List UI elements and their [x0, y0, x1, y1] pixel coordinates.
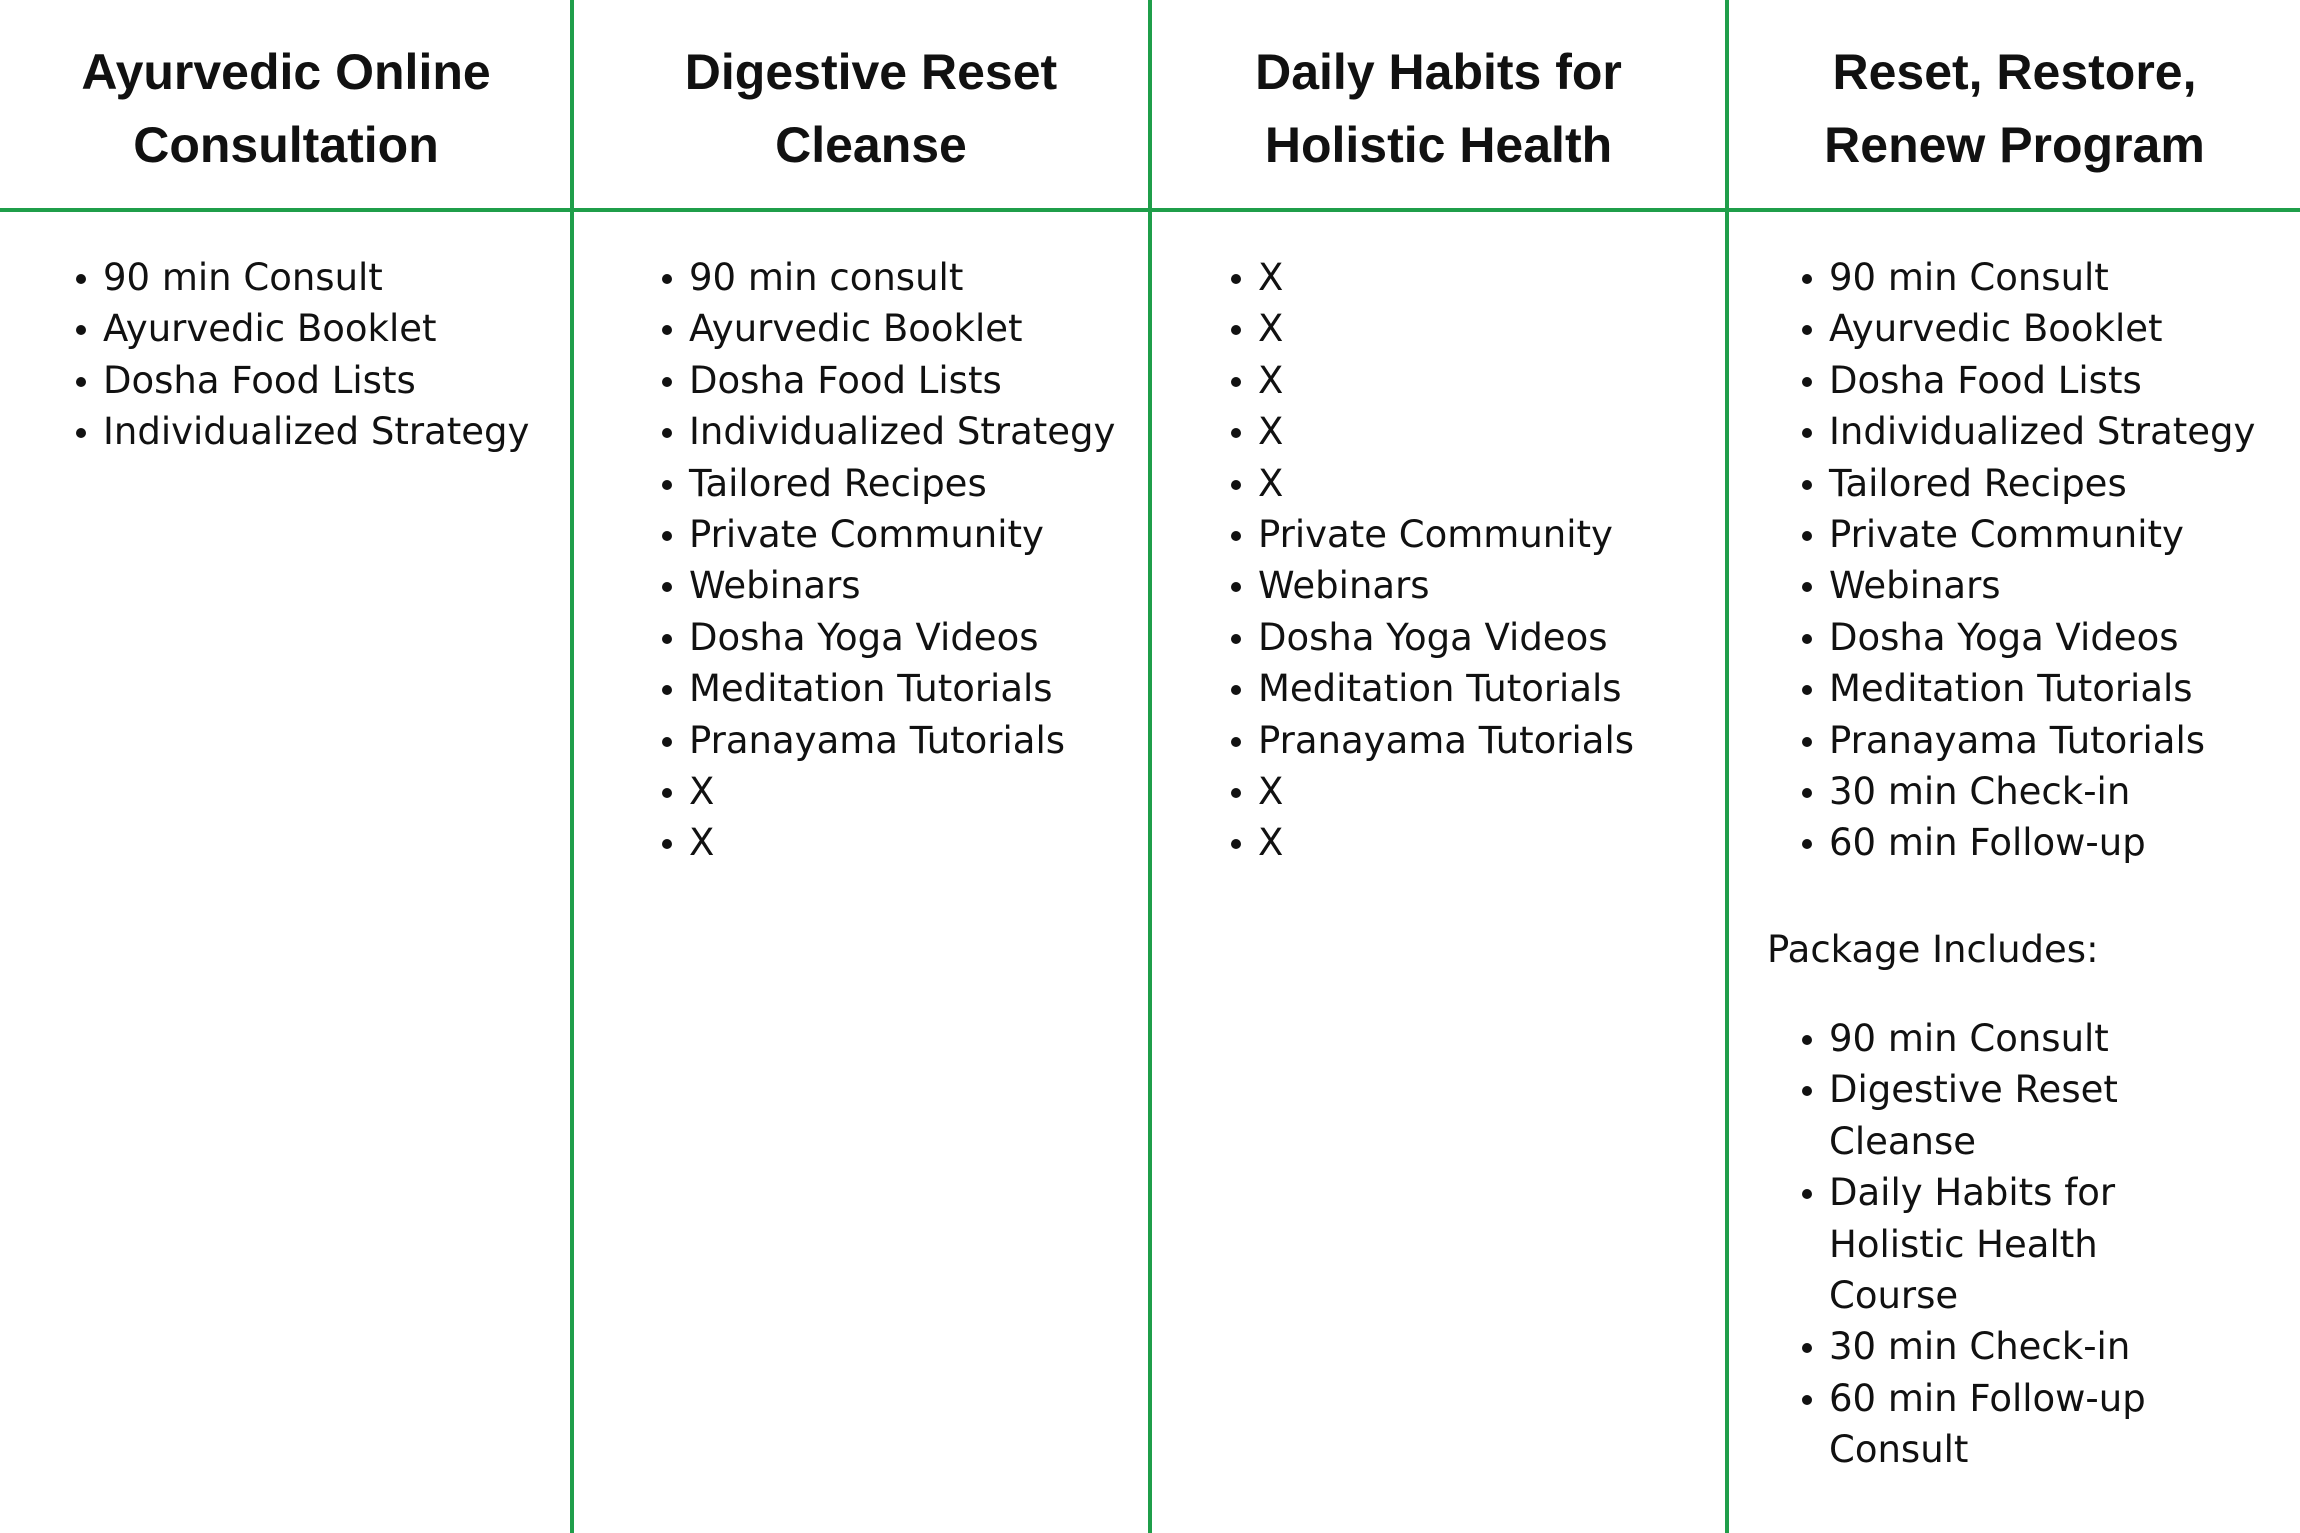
list-item: 90 min consult	[658, 252, 1148, 303]
list-item: X	[1227, 458, 1717, 509]
column-title-ayurvedic-online-consultation	[0, 34, 572, 184]
list-item: Private Community	[1798, 509, 2268, 560]
list-item: X	[1227, 817, 1717, 868]
list-item: Pranayama Tutorials	[1227, 715, 1717, 766]
list-item: Dosha Food Lists	[658, 355, 1148, 406]
list-item: Dosha Food Lists	[1798, 355, 2268, 406]
list-item: X	[1227, 766, 1717, 817]
list-item: X	[1227, 303, 1717, 354]
list-item: Meditation Tutorials	[1798, 663, 2268, 714]
feature-list-col-1	[72, 252, 562, 458]
column-divider-1	[570, 0, 574, 1533]
column-title-daily-habits	[1152, 34, 1725, 184]
list-item: Individualized Strategy	[1798, 406, 2268, 457]
list-item: 60 min Follow-up	[1798, 817, 2268, 868]
list-item: Dosha Yoga Videos	[1798, 612, 2268, 663]
list-item: Dosha Food Lists	[72, 355, 562, 406]
list-item: Ayurvedic Booklet	[658, 303, 1148, 354]
list-item: X	[1227, 355, 1717, 406]
list-item: Private Community	[658, 509, 1148, 560]
list-item: 60 min Follow-up Consult	[1798, 1373, 2228, 1476]
list-item: Tailored Recipes	[658, 458, 1148, 509]
list-item: Webinars	[658, 560, 1148, 611]
column-divider-3	[1725, 0, 1729, 1533]
list-item: Individualized Strategy	[658, 406, 1148, 457]
list-item: Digestive Reset Cleanse	[1798, 1064, 2228, 1167]
list-item: Dosha Yoga Videos	[658, 612, 1148, 663]
list-item: Private Community	[1227, 509, 1717, 560]
list-item: Webinars	[1227, 560, 1717, 611]
list-item: Meditation Tutorials	[658, 663, 1148, 714]
list-item: Pranayama Tutorials	[1798, 715, 2268, 766]
list-item: Dosha Yoga Videos	[1227, 612, 1717, 663]
list-item: 90 min Consult	[1798, 1013, 2228, 1064]
list-item: X	[1227, 252, 1717, 303]
list-item: 90 min Consult	[1798, 252, 2268, 303]
list-item: 30 min Check-in	[1798, 1321, 2228, 1372]
feature-list-col-4	[1767, 252, 2268, 1476]
feature-list-col-2	[658, 252, 1148, 869]
list-item: X	[658, 817, 1148, 868]
title-line: Daily Habits for	[1255, 44, 1622, 100]
list-item: Pranayama Tutorials	[658, 715, 1148, 766]
list-item: 30 min Check-in	[1798, 766, 2268, 817]
package-includes-heading: Package Includes:	[1767, 927, 2099, 971]
title-line: Holistic Health	[1264, 117, 1613, 173]
list-item: 90 min Consult	[72, 252, 562, 303]
title-line: Renew Program	[1824, 117, 2205, 173]
list-item: Tailored Recipes	[1798, 458, 2268, 509]
list-item: Daily Habits for Holistic Health Course	[1798, 1167, 2228, 1321]
title-line: Cleanse	[775, 117, 967, 173]
list-item: Meditation Tutorials	[1227, 663, 1717, 714]
title-line: Consultation	[133, 117, 439, 173]
list-item: Individualized Strategy	[72, 406, 562, 457]
column-title-digestive-reset-cleanse	[574, 34, 1168, 184]
feature-list-col-3	[1227, 252, 1717, 869]
list-item: Webinars	[1798, 560, 2268, 611]
package-includes-list	[1798, 1013, 2228, 1476]
title-line: Ayurvedic Online	[81, 44, 491, 100]
title-line: Digestive Reset	[684, 44, 1058, 100]
column-title-reset-restore-renew	[1729, 34, 2300, 184]
title-line: Reset, Restore,	[1832, 44, 2197, 100]
list-item: Ayurvedic Booklet	[1798, 303, 2268, 354]
list-item: X	[1227, 406, 1717, 457]
column-divider-2	[1148, 0, 1152, 1533]
list-item: Ayurvedic Booklet	[72, 303, 562, 354]
list-item: X	[658, 766, 1148, 817]
